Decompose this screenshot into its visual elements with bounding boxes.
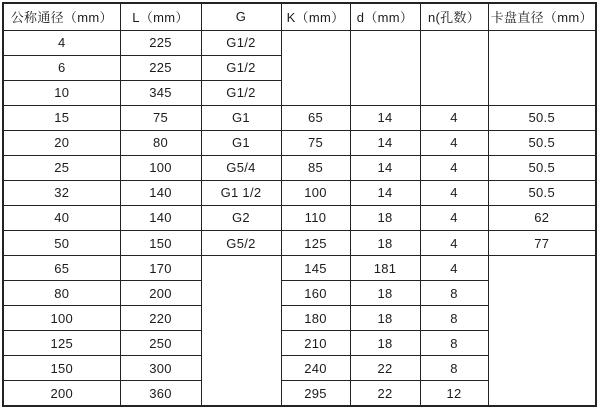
column-header: K（mm） xyxy=(281,3,350,30)
table-cell: 145 xyxy=(281,256,350,281)
table-cell: 32 xyxy=(3,180,120,205)
table-cell: 8 xyxy=(420,306,488,331)
table-cell: 18 xyxy=(350,331,420,356)
table-cell: 75 xyxy=(281,130,350,155)
table-cell: G1/2 xyxy=(201,55,281,80)
table-cell: 240 xyxy=(281,356,350,381)
table-cell: 125 xyxy=(3,331,120,356)
table-cell: 200 xyxy=(3,381,120,406)
table-cell: 75 xyxy=(120,105,201,130)
column-header: G xyxy=(201,3,281,30)
table-cell: 50.5 xyxy=(488,155,596,180)
table-cell xyxy=(201,256,281,406)
column-header: n(孔数） xyxy=(420,3,488,30)
table-cell xyxy=(488,30,596,105)
table-row xyxy=(3,256,596,281)
spec-table xyxy=(2,2,597,407)
table-cell: 250 xyxy=(120,331,201,356)
column-header: 卡盘直径（mm） xyxy=(488,3,596,30)
table-cell: 80 xyxy=(3,281,120,306)
table-cell: G1/2 xyxy=(201,80,281,105)
table-cell: 140 xyxy=(120,180,201,205)
table-row xyxy=(3,205,596,230)
table-row xyxy=(3,180,596,205)
table-cell: 10 xyxy=(3,80,120,105)
table-cell: 4 xyxy=(3,30,120,55)
table-cell: G1/2 xyxy=(201,30,281,55)
table-cell: G1 xyxy=(201,130,281,155)
table-cell: 225 xyxy=(120,30,201,55)
table-cell: 4 xyxy=(420,130,488,155)
table-cell: 22 xyxy=(350,356,420,381)
header-row xyxy=(3,3,596,30)
table-cell: 181 xyxy=(350,256,420,281)
table-cell: 25 xyxy=(3,155,120,180)
table-cell: G2 xyxy=(201,205,281,230)
table-cell: 200 xyxy=(120,281,201,306)
table-cell: 50 xyxy=(3,231,120,256)
table-cell: 15 xyxy=(3,105,120,130)
table-cell: 18 xyxy=(350,306,420,331)
table-cell: 50.5 xyxy=(488,180,596,205)
table-cell: 360 xyxy=(120,381,201,406)
table-cell: 100 xyxy=(120,155,201,180)
column-header: 公称通径（mm） xyxy=(3,3,120,30)
table-cell: 100 xyxy=(281,180,350,205)
table-cell: 210 xyxy=(281,331,350,356)
table-cell: 18 xyxy=(350,231,420,256)
table-cell: 100 xyxy=(3,306,120,331)
table-cell: 170 xyxy=(120,256,201,281)
column-header: d（mm） xyxy=(350,3,420,30)
table-cell: 4 xyxy=(420,231,488,256)
table-cell: 4 xyxy=(420,155,488,180)
table-cell: 77 xyxy=(488,231,596,256)
table-cell: G5/4 xyxy=(201,155,281,180)
table-cell: G1 1/2 xyxy=(201,180,281,205)
table-row xyxy=(3,130,596,155)
table-cell: 85 xyxy=(281,155,350,180)
table-cell: 14 xyxy=(350,155,420,180)
table-cell xyxy=(420,30,488,105)
table-row xyxy=(3,155,596,180)
table-cell: 8 xyxy=(420,356,488,381)
table-cell: 12 xyxy=(420,381,488,406)
table-cell xyxy=(488,256,596,406)
table-cell: 110 xyxy=(281,205,350,230)
table-cell: 300 xyxy=(120,356,201,381)
table-cell: 225 xyxy=(120,55,201,80)
table-cell: 20 xyxy=(3,130,120,155)
table-cell: 4 xyxy=(420,105,488,130)
table-cell: 40 xyxy=(3,205,120,230)
table-cell: 18 xyxy=(350,205,420,230)
table-cell: 14 xyxy=(350,130,420,155)
table-cell: 65 xyxy=(3,256,120,281)
table-cell: 50.5 xyxy=(488,130,596,155)
table-cell: 8 xyxy=(420,331,488,356)
table-cell: 18 xyxy=(350,281,420,306)
table-cell: 6 xyxy=(3,55,120,80)
table-cell: 160 xyxy=(281,281,350,306)
table-row xyxy=(3,30,596,55)
table-cell: 220 xyxy=(120,306,201,331)
table-cell: 295 xyxy=(281,381,350,406)
table-cell: 8 xyxy=(420,281,488,306)
table-cell xyxy=(350,30,420,105)
table-cell: 62 xyxy=(488,205,596,230)
table-cell: 4 xyxy=(420,256,488,281)
table-cell: 4 xyxy=(420,205,488,230)
table-cell: 14 xyxy=(350,180,420,205)
table-row xyxy=(3,231,596,256)
table-cell: 345 xyxy=(120,80,201,105)
table-cell: 65 xyxy=(281,105,350,130)
table-cell: 80 xyxy=(120,130,201,155)
table-cell: G5/2 xyxy=(201,231,281,256)
table-cell: G1 xyxy=(201,105,281,130)
table-cell: 150 xyxy=(3,356,120,381)
column-header: L（mm） xyxy=(120,3,201,30)
table-cell: 4 xyxy=(420,180,488,205)
table-cell: 22 xyxy=(350,381,420,406)
table-cell xyxy=(281,30,350,105)
table-cell: 125 xyxy=(281,231,350,256)
table-cell: 14 xyxy=(350,105,420,130)
table-row xyxy=(3,105,596,130)
table-cell: 50.5 xyxy=(488,105,596,130)
table-body xyxy=(3,30,596,406)
table-cell: 150 xyxy=(120,231,201,256)
table-cell: 140 xyxy=(120,205,201,230)
table-cell: 180 xyxy=(281,306,350,331)
